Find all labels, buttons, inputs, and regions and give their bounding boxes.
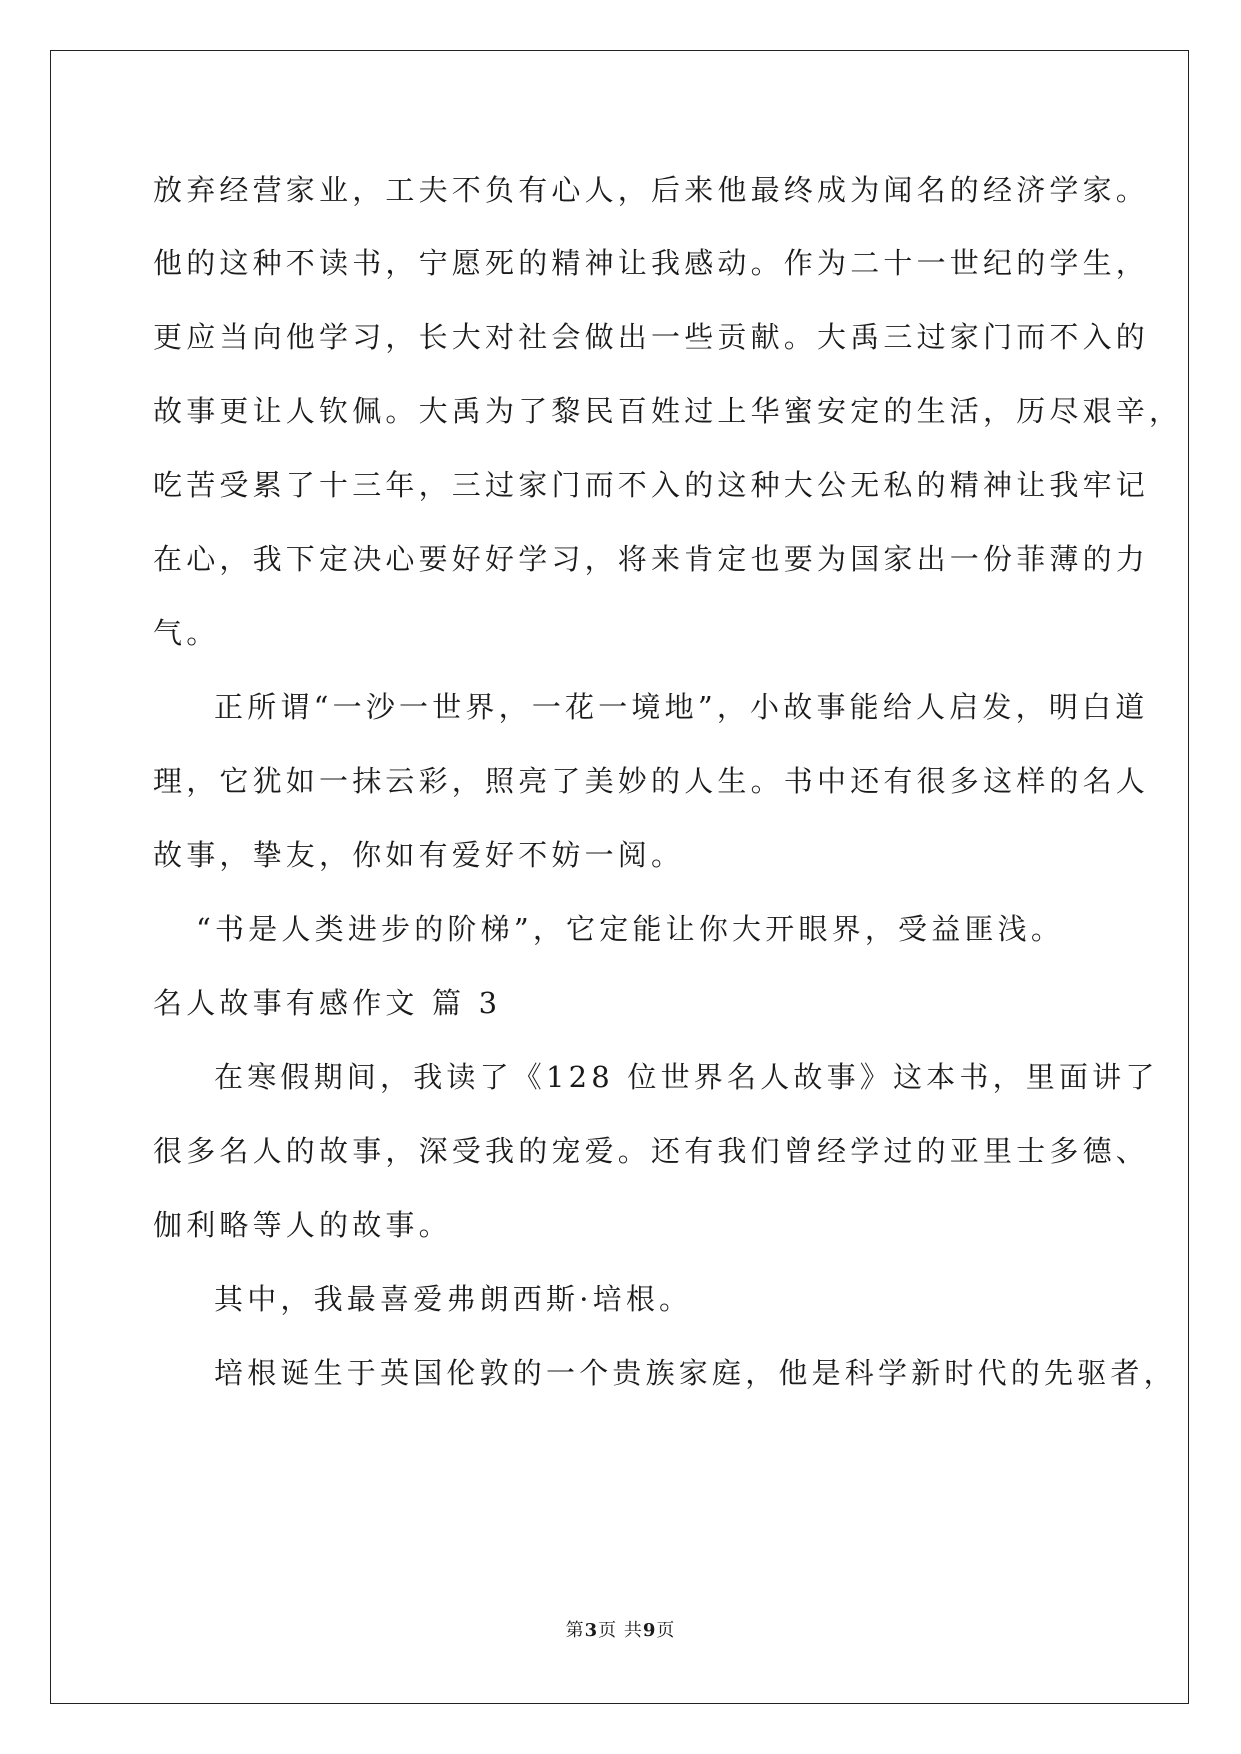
text-line-13: 在寒假期间，我读了《128 位世界名人故事》这本书，里面讲了 <box>214 1060 1159 1094</box>
text-line-11: “书是人类进步的阶梯”，它定能让你大开眼界，受益匪浅。 <box>196 912 1065 946</box>
text-line-5: 吃苦受累了十三年，三过家门而不入的这种大公无私的精神让我牢记 <box>153 468 1150 502</box>
footer-current-page: 3 <box>584 1620 599 1641</box>
text-line-4: 故事更让人钦佩。大禹为了黎民百姓过上华蜜安定的生活，历尽艰辛， <box>153 394 1183 428</box>
text-line-1: 放弃经营家业，工夫不负有心人，后来他最终成为闻名的经济学家。 <box>153 173 1150 207</box>
text-line-9: 理，它犹如一抹云彩，照亮了美妙的人生。书中还有很多这样的名人 <box>153 764 1150 798</box>
text-line-8: 正所谓“一沙一世界，一花一境地”，小故事能给人启发，明白道 <box>214 690 1149 724</box>
footer-suffix: 页 <box>656 1620 676 1641</box>
text-line-6: 在心，我下定决心要好好学习，将来肯定也要为国家出一份菲薄的力 <box>153 542 1150 576</box>
text-line-14: 很多名人的故事，深受我的宠爱。还有我们曾经学过的亚里士多德、 <box>153 1134 1150 1168</box>
text-line-7: 气。 <box>153 616 220 650</box>
text-line-2: 他的这种不读书，宁愿死的精神让我感动。作为二十一世纪的学生， <box>153 246 1150 280</box>
text-line-16: 其中，我最喜爱弗朗西斯·培根。 <box>214 1282 693 1316</box>
footer-total-pages: 9 <box>642 1620 657 1641</box>
text-line-15: 伽利略等人的故事。 <box>153 1208 452 1242</box>
section-heading: 名人故事有感作文 篇 3 <box>153 986 502 1020</box>
footer-middle: 页 共 <box>598 1620 643 1641</box>
page-footer <box>0 1616 1241 1642</box>
page-border <box>50 50 1189 1704</box>
text-line-10: 故事，挚友，你如有爱好不妨一阅。 <box>153 838 685 872</box>
text-line-17: 培根诞生于英国伦敦的一个贵族家庭，他是科学新时代的先驱者， <box>214 1356 1177 1390</box>
text-line-3: 更应当向他学习，长大对社会做出一些贡献。大禹三过家门而不入的 <box>153 320 1150 354</box>
footer-prefix: 第 <box>565 1620 585 1641</box>
